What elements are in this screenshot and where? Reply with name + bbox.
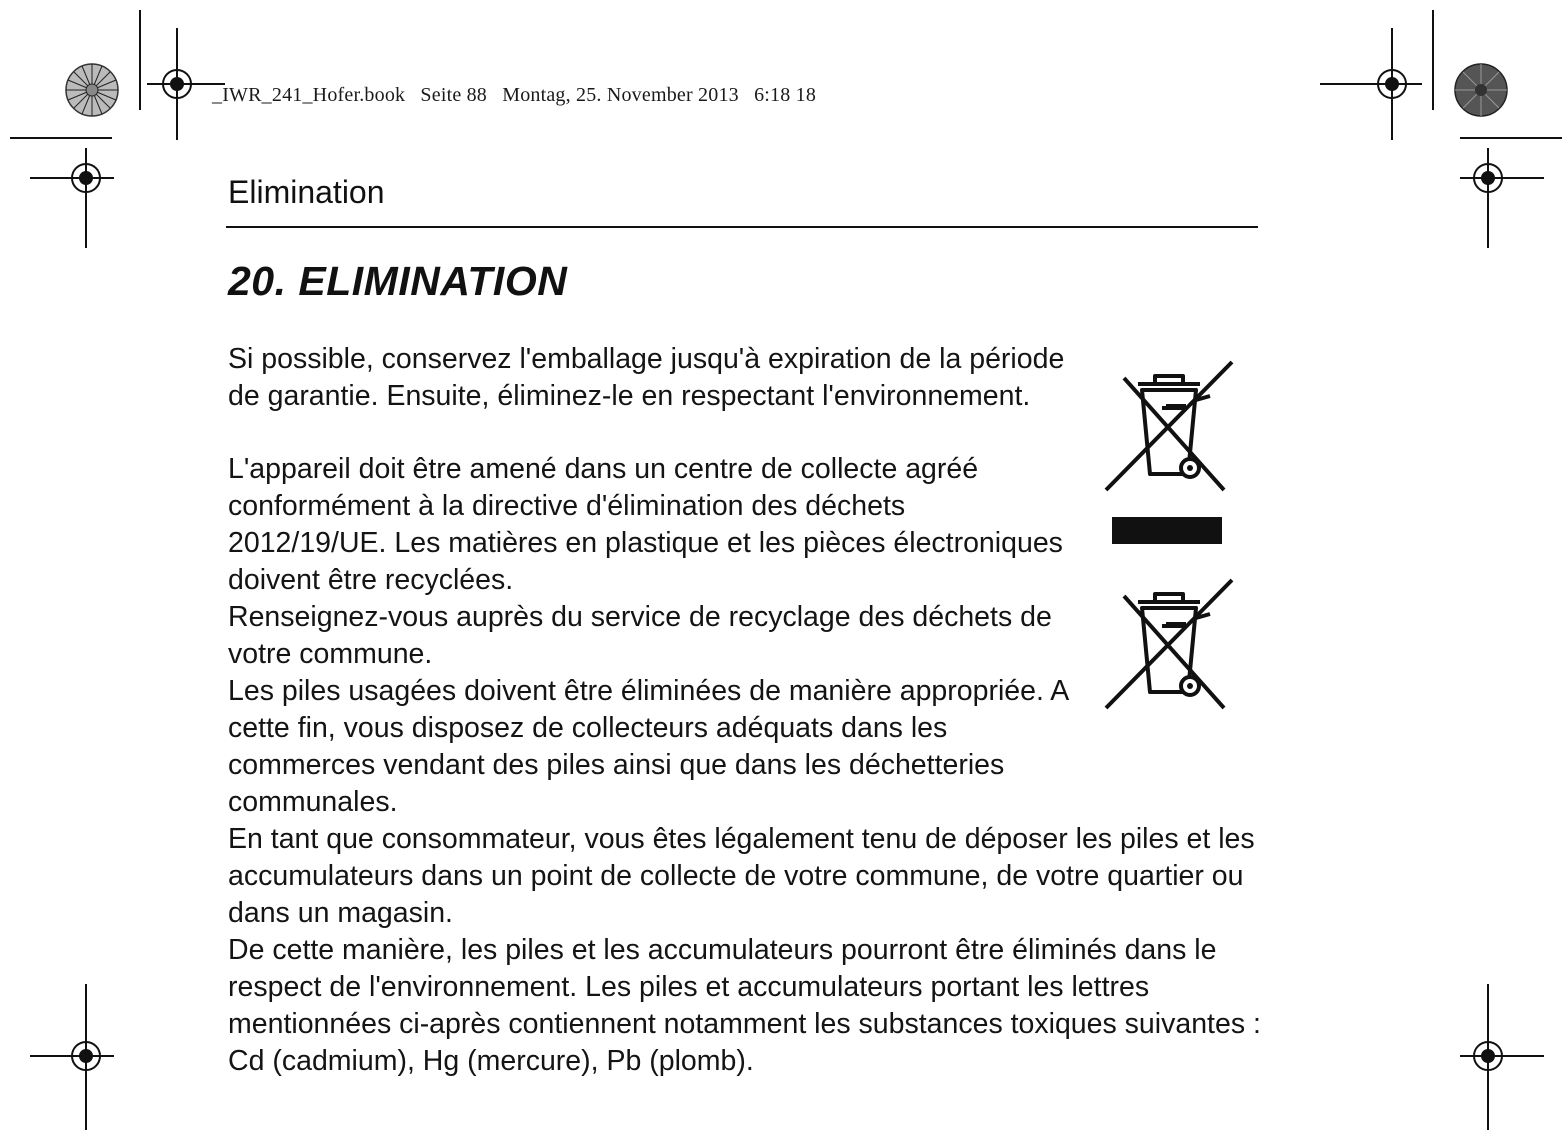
separator-bar <box>1112 517 1222 544</box>
print-time: 6:18 18 <box>754 84 817 106</box>
print-slug-line <box>212 84 826 107</box>
print-file-name: _IWR_241_Hofer.book <box>212 84 406 106</box>
color-wheel-icon <box>66 64 118 116</box>
paragraph-recycling-info: Renseignez-vous auprès du service de recyclage des déchets de votre commune. <box>228 601 1052 670</box>
crossed-out-wheelie-bin-icon <box>1100 574 1240 714</box>
crosshair-registration-icon <box>1320 28 1422 140</box>
section-title: 20. ELIMINATION <box>228 258 568 304</box>
paragraph-device-disposal: L'appareil doit être amené dans un centre de collecte agréé conformément à la directive d'élimination des déchets 2012/19/UE. Les matières en plastique et les pièces électroniques doivent être recyclées. <box>228 453 1063 596</box>
color-wheel-icon <box>1455 64 1507 116</box>
crossed-out-wheelie-bin-icon <box>1100 356 1240 496</box>
crosshair-registration-icon <box>1460 148 1544 248</box>
crosshair-registration-icon <box>30 984 114 1130</box>
running-head: Elimination <box>228 174 385 210</box>
crosshair-registration-icon <box>30 148 114 248</box>
paragraph-toxic-substances: De cette manière, les piles et les accumulateurs pourront être éliminés dans le respect de l'environnement. Les piles et accumulateurs portant les lettres mentionnées ci-après contiennent notamment les substances toxiques suivantes : Cd (cadmium), Hg (mercure), Pb (plomb). <box>228 934 1261 1077</box>
print-page-number: Seite 88 <box>420 84 488 106</box>
paragraph-consumer-obligation: En tant que consommateur, vous êtes légalement tenu de déposer les piles et les accumulateurs dans un point de collecte de votre commune, de votre quartier ou dans un magasin. <box>228 823 1255 929</box>
header-rule <box>226 226 1258 228</box>
crosshair-registration-icon <box>1460 984 1544 1130</box>
print-date: Montag, 25. November 2013 <box>502 84 739 106</box>
paragraph-batteries: Les piles usagées doivent être éliminées de manière appropriée. A cette fin, vous disposez de collecteurs adéquats dans les commerces vendant des piles ainsi que dans les déchetteries communales. <box>228 675 1068 818</box>
paragraph-packaging: Si possible, conservez l'emballage jusqu'à expiration de la période de garantie. Ensuite, éliminez-le en respectant l'environnement. <box>228 343 1065 412</box>
